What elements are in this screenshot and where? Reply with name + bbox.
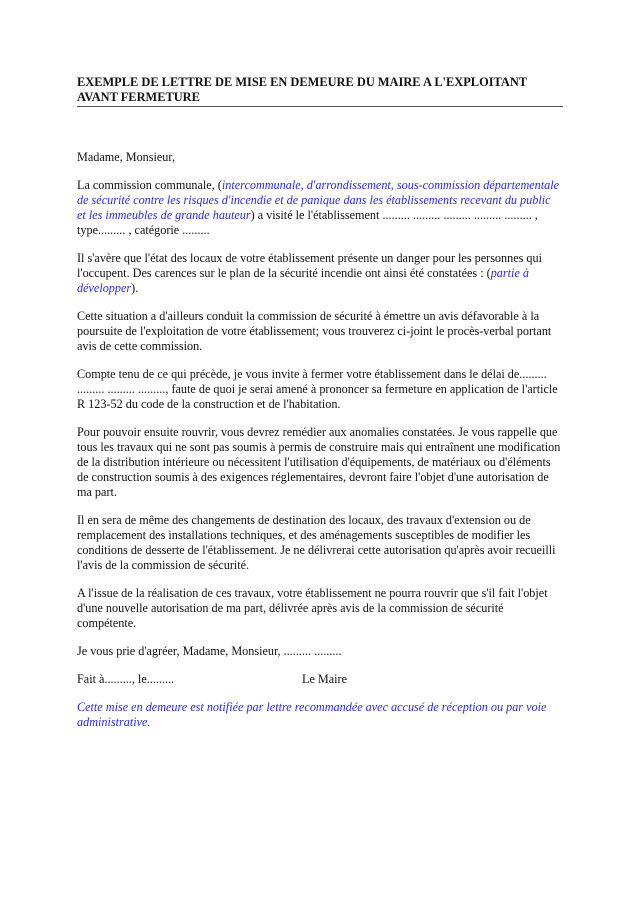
paragraph-fermeture-delai: Compte tenu de ce qui précède, je vous invite à fermer votre établissement dans le délai de......... ......... ......... ........., faute de quoi je serai amené à prononcer sa fermeture en application de l'article R 123-52 du code de la construction et de l'habitation.: [77, 367, 558, 411]
paragraph-commission-visit-end: ) a visité le l'établissement ......... ......... ......... ......... ......... , type......... , catégorie .........: [77, 208, 538, 237]
signatory: Le Maire: [302, 672, 348, 686]
paragraph-danger-start: Il s'avère que l'état des locaux de votre établissement présente un danger pour les personnes qui l'occupent. Des carences sur le plan de la sécurité incendie ont ainsi été constatées : (: [77, 251, 542, 280]
place-date: Fait à........., le.........: [77, 672, 175, 686]
paragraph-changements: Il en sera de même des changements de destination des locaux, des travaux d'extension ou de remplacement des installations techniques, et des aménagements susceptibles de modifier les conditions de desserte de l'établissement. Je ne délivrerai cette autorisation qu'après avoir recueilli l'avis de la commission de sécurité.: [77, 513, 556, 572]
commission-options-placeholder: intercommunale, d'arrondissement, sous-commission départementale de sécurité contre les risques d'incendie et de panique dans les établissements recevant du public et les immeubles de grande hauteur: [77, 178, 560, 222]
signature-line: [77, 672, 561, 687]
notification-note: Cette mise en demeure est notifiée par lettre recommandée avec accusé de réception ou par voie administrative.: [77, 700, 547, 729]
document-title: EXEMPLE DE LETTRE DE MISE EN DEMEURE DU MAIRE A L'EXPLOITANT AVANT FERMETURE: [77, 75, 563, 107]
paragraph-danger-end: ).: [131, 281, 139, 295]
paragraph-danger: [77, 251, 561, 296]
letter-body: [77, 150, 561, 743]
closing-formula: Je vous prie d'agréer, Madame, Monsieur, ......... .........: [77, 644, 342, 658]
paragraph-travaux: Pour pouvoir ensuite rouvrir, vous devrez remédier aux anomalies constatées. Je vous rappelle que tous les travaux qui ne sont pas soumis à permis de construire mais qui entraînent une modification de la distribution intérieure ou nécessitent l'utilisation d'équipements, de matériaux ou d'éléments de construction soumis à des exigences réglementaires, devront faire l'objet d'une autorisation de ma part.: [77, 425, 561, 499]
paragraph-reouverture: A l'issue de la réalisation de ces travaux, votre établissement ne pourra rouvrir que s'il fait l'objet d'une nouvelle autorisation de ma part, délivrée après avis de la commission de sécurité compétente.: [77, 586, 548, 630]
paragraph-avis-defavorable: Cette situation a d'ailleurs conduit la commission de sécurité à émettre un avis défavorable à la poursuite de l'exploitation de votre établissement; vous trouverez ci-joint le procès-verbal portant avis de cette commission.: [77, 309, 552, 353]
partie-a-developper-placeholder: partie à développer: [77, 266, 529, 295]
greeting: Madame, Monsieur,: [77, 150, 176, 164]
paragraph-commission-visit-start: La commission communale, (: [77, 178, 222, 192]
paragraph-commission-visit: [77, 178, 561, 238]
